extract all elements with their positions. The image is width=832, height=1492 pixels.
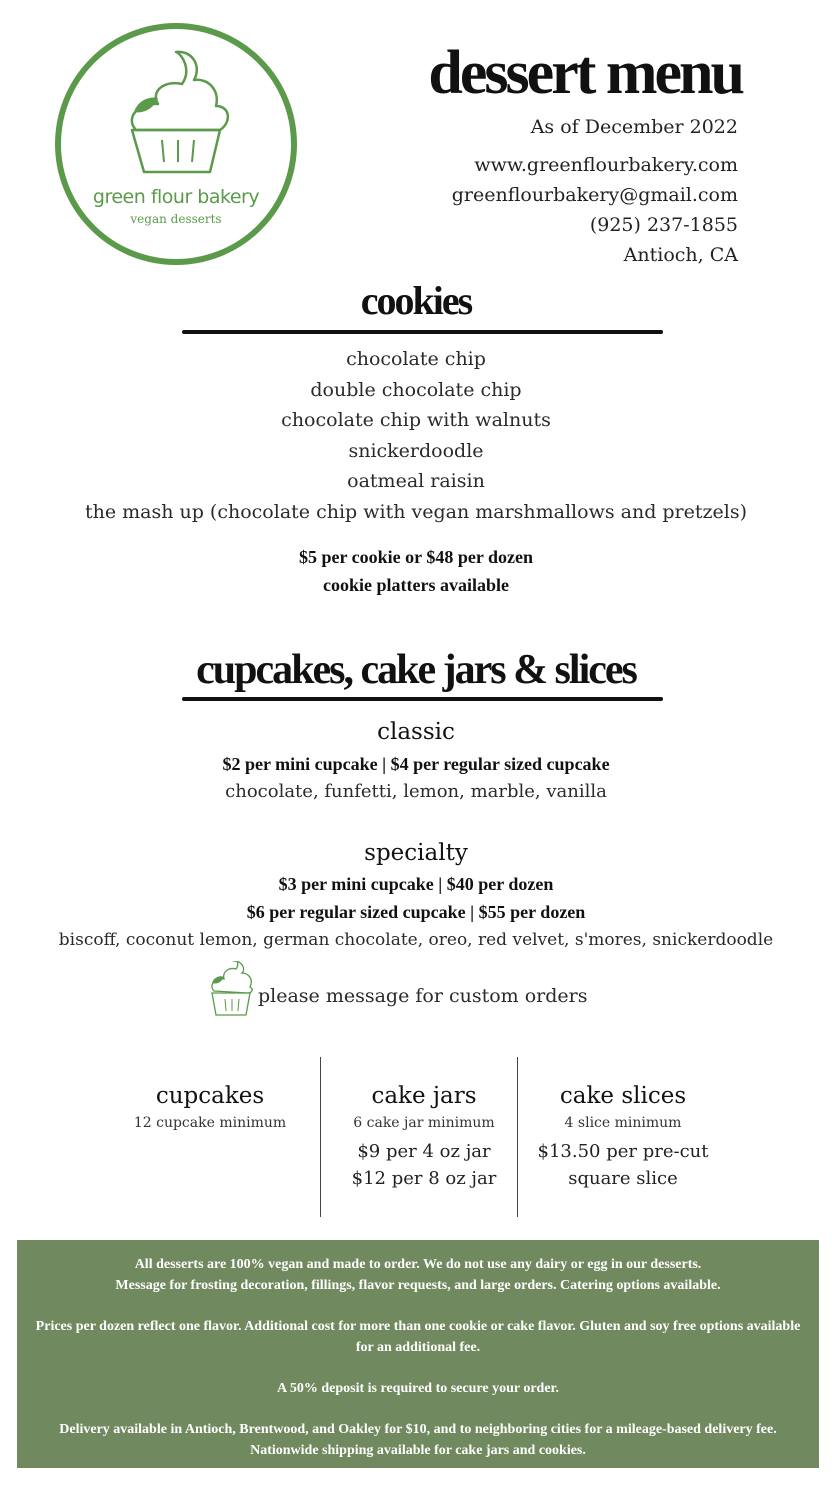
list-item: snickerdoodle	[348, 439, 484, 462]
custom-orders-note	[206, 960, 588, 1020]
website-link[interactable]: www.greenflourbakery.com	[474, 154, 738, 176]
policy-line: All desserts are 100% vegan and made to order. We do not use any dairy or egg in our desserts.	[134, 1257, 702, 1272]
logo-tagline: vegan desserts	[130, 212, 222, 226]
cupcake-icon	[206, 961, 256, 1019]
policy-line: Message for frosting decoration, fillings, flavor requests, and large orders. Catering options available.	[115, 1278, 721, 1293]
policy-paragraph: Prices per dozen reflect one flavor. Additional cost for more than one cookie or cake flavor. Gluten and soy free options available for an additional fee.	[35, 1319, 801, 1355]
classic-heading: classic	[377, 719, 455, 745]
location: Antioch, CA	[623, 244, 738, 266]
column-price: square slice	[568, 1168, 678, 1189]
bakery-logo	[54, 22, 298, 266]
list-item: the mash up (chocolate chip with vegan marshmallows and pretzels)	[84, 500, 748, 523]
column-title: cupcakes	[155, 1083, 265, 1109]
cupcakes-minimum-column	[120, 1080, 300, 1138]
contact-info	[452, 112, 738, 270]
policy-paragraph: A 50% deposit is required to secure your order.	[277, 1381, 559, 1396]
specialty-flavors: biscoff, coconut lemon, german chocolate, oreo, red velvet, s'mores, snickerdoodle	[58, 930, 774, 950]
column-divider	[517, 1057, 518, 1217]
cake-jars-column	[334, 1080, 514, 1192]
list-item: chocolate chip with walnuts	[281, 409, 551, 431]
column-price: $13.50 per pre-cut	[537, 1141, 709, 1162]
list-item: oatmeal raisin	[347, 470, 485, 492]
policy-footer	[17, 1240, 819, 1468]
list-item: double chocolate chip	[310, 378, 522, 401]
phone-number[interactable]: (925) 237-1855	[589, 214, 738, 236]
cookie-price: $5 per cookie or $48 per dozen	[299, 547, 533, 567]
cupcakes-divider	[182, 697, 663, 701]
specialty-heading: specialty	[364, 840, 468, 866]
column-divider	[320, 1057, 321, 1217]
column-minimum: 12 cupcake minimum	[133, 1115, 287, 1131]
column-price: $9 per 4 oz jar	[357, 1141, 491, 1162]
page-title: dessert menu	[428, 39, 742, 107]
as-of-date: As of December 2022	[530, 116, 738, 138]
cupcake-logo-icon	[54, 22, 298, 266]
policy-paragraph	[35, 1254, 801, 1296]
cookies-heading: cookies	[360, 278, 472, 323]
column-minimum: 6 cake jar minimum	[353, 1115, 495, 1131]
column-price: $12 per 8 oz jar	[351, 1168, 497, 1189]
cupcakes-heading: cupcakes, cake jars & slices	[196, 647, 636, 693]
specialty-price-regular: $6 per regular sized cupcake | $55 per dozen	[246, 902, 586, 922]
cookie-list	[0, 344, 832, 527]
column-title: cake slices	[559, 1083, 687, 1109]
specialty-price-mini: $3 per mini cupcake | $40 per dozen	[278, 874, 554, 894]
cookies-divider	[182, 330, 663, 334]
column-minimum: 4 slice minimum	[564, 1115, 682, 1131]
policy-paragraph: Delivery available in Antioch, Brentwood, and Oakley for $10, and to neighboring cities for a mileage-based delivery fee. Nationwide shipping available for cake jars and cookies.	[59, 1422, 777, 1458]
cake-slices-column	[528, 1080, 718, 1192]
list-item: chocolate chip	[346, 348, 486, 370]
classic-price: $2 per mini cupcake | $4 per regular sized cupcake	[222, 754, 610, 774]
classic-flavors: chocolate, funfetti, lemon, marble, vanilla	[225, 781, 607, 802]
logo-name: green flour bakery	[92, 186, 260, 208]
cookie-platters: cookie platters available	[323, 575, 509, 595]
column-title: cake jars	[371, 1083, 477, 1109]
custom-orders-text: please message for custom orders	[258, 985, 588, 1007]
email-link[interactable]: greenflourbakery@gmail.com	[451, 184, 738, 206]
